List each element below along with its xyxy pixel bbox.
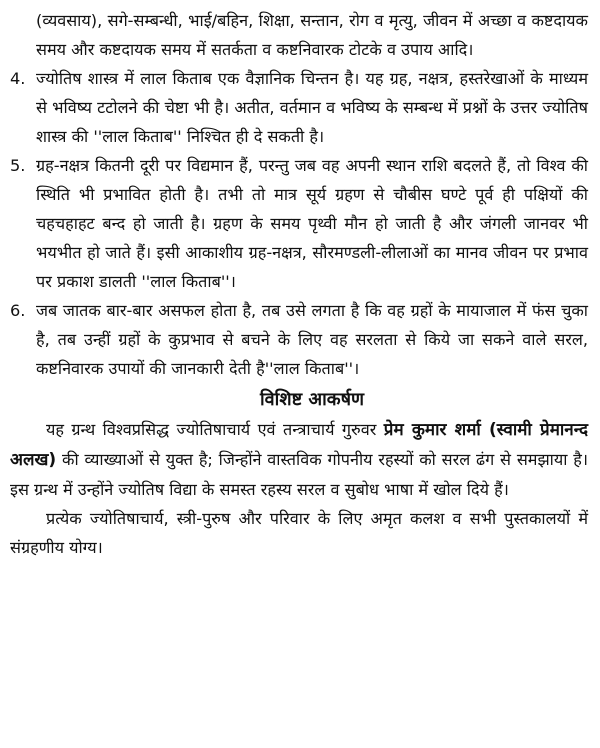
list-number: 4.	[10, 69, 26, 88]
list-item-4	[10, 64, 588, 151]
feature-lead: यह ग्रन्थ विश्वप्रसिद्ध ज्योतिषाचार्य एवं तन्त्राचार्य गुरुवर	[46, 420, 377, 439]
list-item-text: जब जातक बार-बार असफल होता है, तब उसे लगता है कि वह ग्रहों के मायाजाल में फंस चुका है, तब उन्हीं ग्रहों के कुप्रभाव से बचने के लिए वह सरलता से किये जा सकने वाले सरल, कष्टनिवारक उपायों की जानकारी देती है''लाल किताब''।	[36, 301, 588, 378]
list-item-text: ज्योतिष शास्त्र में लाल किताब एक वैज्ञानिक चिन्तन है। यह ग्रह, नक्षत्र, हस्तरेखाओं के माध्यम से भविष्य टटोलने की चेष्टा भी है। अतीत, वर्तमान व भविष्य के सम्बन्ध में प्रश्नों के उत्तर ज्योतिष शास्त्र की ''लाल किताब'' निश्चित ही दे सकती है।	[36, 69, 588, 146]
list-item-6	[10, 296, 588, 383]
feature-paragraph	[10, 415, 588, 504]
list-number: 5.	[10, 156, 26, 175]
list-item-text: ग्रह-नक्षत्र कितनी दूरी पर विद्यमान हैं, परन्तु जब वह अपनी स्थान राशि बदलते हैं, तो विश्व की स्थिति भी प्रभावित होती है। तभी तो मात्र सूर्य ग्रहण से चौबीस घण्टे पूर्व ही पक्षियों की चहचहाहट बन्द हो जाती है। ग्रहण के समय पृथ्वी मौन हो जाती है और जंगली जानवर भी भयभीत हो जाते हैं। इसी आकाशीय ग्रह-नक्षत्र, सौरमण्डली-लीलाओं का मानव जीवन पर प्रभाव पर प्रकाश डालती ''लाल किताब''।	[36, 156, 588, 291]
closing-paragraph: प्रत्येक ज्योतिषाचार्य, स्त्री-पुरुष और परिवार के लिए अमृत कलश व सभी पुस्तकालयों में संग्रहणीय योग्य।	[10, 509, 588, 557]
continued-paragraph: (व्यवसाय), सगे-सम्बन्धी, भाई/बहिन, शिक्षा, सन्तान, रोग व मृत्यु, जीवन में अच्छा व कष्टदायक समय और कष्टदायक समय में सतर्कता व कष्टनिवारक टोटके व उपाय आदि।	[36, 11, 588, 59]
feature-rest: की व्याख्याओं से युक्त है; जिन्होंने वास्तविक गोपनीय रहस्यों को सरल ढंग से समझाया है। इस ग्रन्थ में उन्होंने ज्योतिष विद्या के समस्त रहस्य सरल व सुबोध भाषा में खोल दिये हैं।	[10, 450, 588, 499]
section-heading: विशिष्ट आकर्षण	[260, 389, 364, 410]
list-number: 6.	[10, 301, 26, 320]
author-name: प्रेम कुमार शर्मा (स्वामी प्रेमानन्द अलख)	[10, 420, 588, 470]
list-item-5	[10, 151, 588, 296]
